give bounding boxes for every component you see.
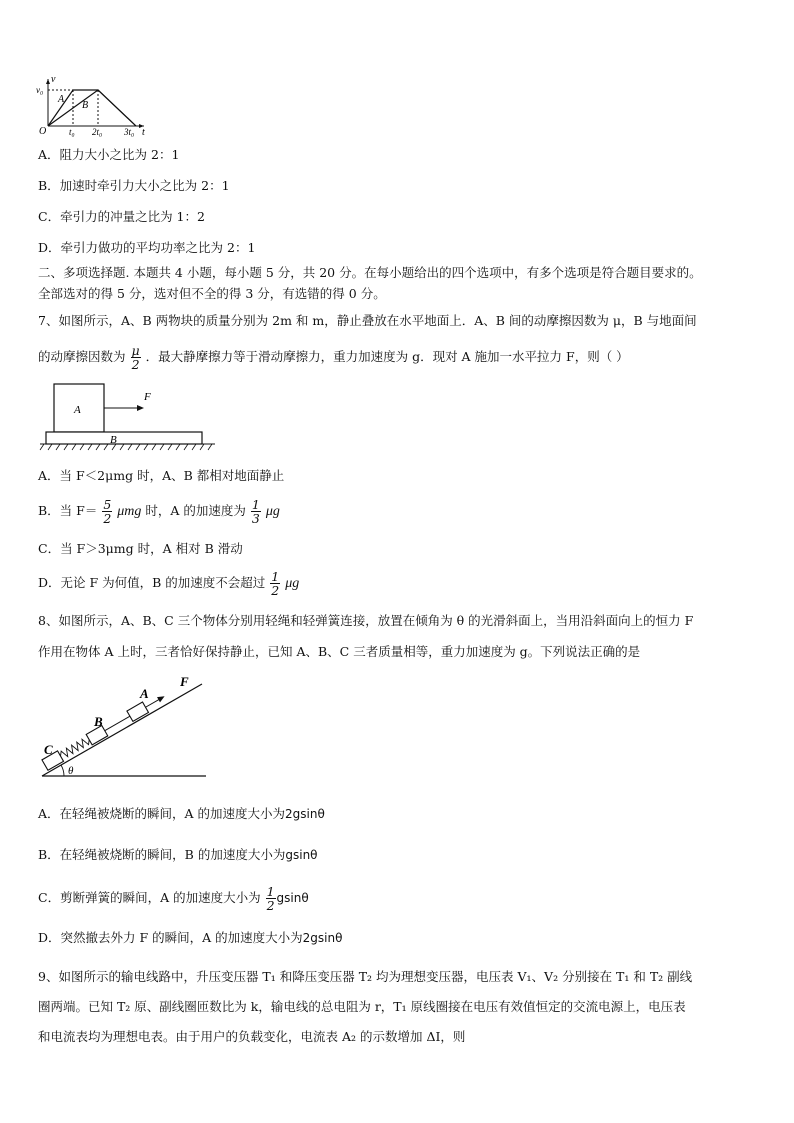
q7-option-b xyxy=(38,498,280,525)
q8-option-b xyxy=(38,846,318,864)
q8-option-a-val: 2gsinθ xyxy=(285,807,325,821)
q7-option-b-mid: 时，A 的加速度为 xyxy=(145,503,246,518)
q8-option-c xyxy=(38,885,309,912)
q8-option-d xyxy=(38,929,342,947)
q7-block-a-label: A xyxy=(74,404,81,416)
q7-option-d-mug: μg xyxy=(285,576,300,591)
graph-origin: O xyxy=(39,126,47,137)
q7-stem-pre: 的动摩擦因数为 xyxy=(38,349,126,364)
section2-line1: 二、多项选择题. 本题共 4 小题，每小题 5 分，共 20 分。在每小题给出的四个选项中，有多个选项是符合题目要求的。 xyxy=(38,265,702,280)
q7-option-b-mug: μg xyxy=(265,504,280,519)
q8-option-b-pre: B．在轻绳被烧断的瞬间，B 的加速度大小为 xyxy=(38,847,286,862)
q9-stem-line2: 圈两端。已知 T₂ 原、副线圈匝数比为 k，输电线的总电阻为 r，T₁ 原线圈接在电压有效值恒定的交流电源上，电压表 xyxy=(38,999,686,1014)
q7-option-d-pre: D．无论 F 为何值，B 的加速度不会超过 xyxy=(38,575,266,590)
q6-option-b: B．加速时牵引力大小之比为 2：1 xyxy=(38,178,230,193)
graph-tick-3t0: 3t₀ xyxy=(124,127,135,137)
q6-option-d: D．牵引力做功的平均功率之比为 2：1 xyxy=(38,240,256,255)
q7-option-d-frac: $\frac{1}{2}$ xyxy=(271,569,280,598)
graph-tick-2t0: 2t₀ xyxy=(92,127,103,137)
q8-incline-figure xyxy=(36,672,216,784)
q7-option-a: A．当 F＜2μmg 时，A、B 都相对地面静止 xyxy=(38,468,285,483)
q8-stem-line1: 8、如图所示，A、B、C 三个物体分别用轻绳和轻弹簧连接，放置在倾角为 θ 的光滑斜面上，当用沿斜面向上的恒力 F xyxy=(38,613,694,628)
graph-x-label: t xyxy=(142,127,145,138)
q7-stem-post: ．最大静摩擦力等于滑动摩擦力，重力加速度为 g．现对 A 施加一水平拉力 F，则（ ） xyxy=(145,349,629,364)
vt-graph xyxy=(36,76,151,136)
q7-option-b-frac1: $\frac{5}{2}$ xyxy=(103,497,112,526)
q7-mu-half-fraction: $\frac{\mu}{2}$ xyxy=(131,343,140,372)
q8-option-d-val: 2gsinθ xyxy=(302,931,343,945)
q8-option-c-val: gsinθ xyxy=(276,891,309,905)
q8-block-a-label: A xyxy=(140,686,149,701)
q8-option-a xyxy=(38,805,325,823)
graph-v0-label: v₀ xyxy=(36,85,44,95)
graph-y-label: v xyxy=(51,74,56,85)
q9-stem-line1: 9、如图所示的输电线路中，升压变压器 T₁ 和降压变压器 T₂ 均为理想变压器，电压表 V₁、V₂ 分别接在 T₁ 和 T₂ 副线 xyxy=(38,969,693,984)
graph-region-a: A xyxy=(58,94,65,105)
q8-option-d-pre: D．突然撤去外力 F 的瞬间，A 的加速度大小为 xyxy=(38,930,303,945)
q8-block-c-label: C xyxy=(44,742,53,757)
q8-stem-line2: 作用在物体 A 上时，三者恰好保持静止，已知 A、B、C 三者质量相等，重力加速度为 g。下列说法正确的是 xyxy=(38,644,641,659)
q8-option-b-val: gsinθ xyxy=(285,848,318,862)
q8-option-c-frac: $\frac{1}{2}$ xyxy=(266,884,275,913)
q7-figure xyxy=(40,380,225,455)
q7-option-b-frac2: $\frac{1}{3}$ xyxy=(251,497,260,526)
q7-stem-line2 xyxy=(38,344,629,371)
q7-stem-line1: 7、如图所示，A、B 两物块的质量分别为 2m 和 m，静止叠放在水平地面上．A、B 间的动摩擦因数为 μ，B 与地面间 xyxy=(38,313,697,328)
q6-option-a: A．阻力大小之比为 2：1 xyxy=(38,147,180,162)
q8-option-a-pre: A．在轻绳被烧断的瞬间，A 的加速度大小为 xyxy=(38,806,286,821)
q7-option-d xyxy=(38,570,299,597)
q9-stem-line3: 和电流表均为理想电表。由于用户的负载变化，电流表 A₂ 的示数增加 ΔI，则 xyxy=(38,1029,466,1044)
q7-option-b-mumg: μmg xyxy=(117,504,142,519)
section2-line2: 全部选对的得 5 分，选对但不全的得 3 分，有选错的得 0 分。 xyxy=(38,286,386,301)
q8-theta-label: θ xyxy=(68,765,74,777)
q8-option-c-pre: C．剪断弹簧的瞬间，A 的加速度大小为 xyxy=(38,890,261,905)
q8-block-b-label: B xyxy=(94,714,103,729)
graph-region-b: B xyxy=(82,100,89,111)
q7-option-b-pre: B．当 F＝ xyxy=(38,503,98,518)
q7-block-b-label: B xyxy=(110,434,117,446)
q7-force-label: F xyxy=(144,391,151,403)
q8-force-label: F xyxy=(180,674,189,689)
q7-option-c: C．当 F＞3μmg 时，A 相对 B 滑动 xyxy=(38,541,243,556)
q6-option-c: C．牵引力的冲量之比为 1：2 xyxy=(38,209,205,224)
graph-tick-t0: t₀ xyxy=(69,127,75,137)
